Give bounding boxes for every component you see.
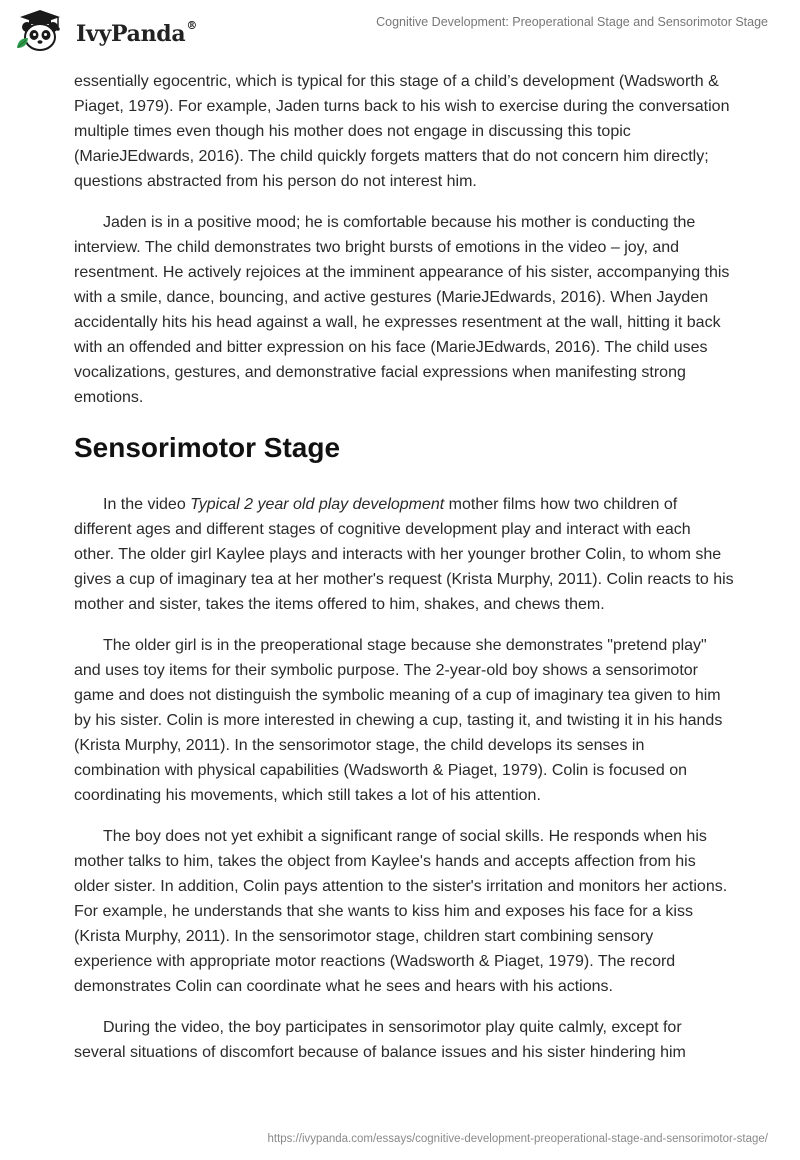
paragraph-4: The older girl is in the preoperational stage because she demonstrates "pretend play" and uses toy items for their symbolic purpose. The 2-year-old boy shows a sensorimotor game and does not distinguish the symbolic meaning of a cup of imaginary tea given to him by his sister. Colin is more interested in chewing a cup, tasting it, and twisting it in his hands (Krista Murphy, 2011). In the sensorimotor stage, the child develops its senses in combination with physical capabilities (Wadsworth & Piaget, 1979). Colin is focused on coordinating his movements, which still takes a lot of his attention.: [74, 637, 723, 804]
paragraph-6: During the video, the boy participates in sensorimotor play quite calmly, except for several situations of discomfort because of balance issues and his sister hindering him: [74, 1019, 686, 1061]
section-heading: Sensorimotor Stage: [74, 432, 341, 463]
document-title: Cognitive Development: Preoperational Stage and Sensorimotor Stage: [376, 15, 768, 29]
panda-graduate-icon: [14, 8, 66, 54]
paragraph-3: In the video Typical 2 year old play development mother films how two children of different ages and different stages of cognitive development play and interact with each other. The older girl Kaylee plays and interacts with her younger brother Colin, to whom she gives a cup of imaginary tea at her mother's request (Krista Murphy, 2011). Colin reacts to his mother and sister, takes the items offered to him, shakes, and chews them.: [74, 496, 734, 613]
paragraph-1: essentially egocentric, which is typical for this stage of a child’s development (Wadsworth & Piaget, 1979). For example, Jaden turns back to his wish to exercise during the conversation multiple times even though his mother does not engage in discussing this topic (MarieJEdwards, 2016). The child quickly forgets matters that do not concern him directly; questions abstracted from his person do not interest him.: [74, 73, 730, 190]
paragraph-5: The boy does not yet exhibit a significant range of social skills. He responds when his mother talks to him, takes the object from Kaylee's hands and accepts affection from his older sister. In addition, Colin pays attention to the sister's irritation and monitors her actions. For example, he understands that she wants to kiss him and exposes his face for a kiss (Krista Murphy, 2011). In the sensorimotor stage, children start combining sensory experience with appropriate motor reactions (Wadsworth & Piaget, 1979). The record demonstrates Colin can coordinate what he sees and hears with his actions.: [74, 828, 728, 995]
brand-name: IvyPanda®: [76, 19, 198, 47]
video-title: Typical 2 year old play development: [190, 496, 445, 513]
source-url-link[interactable]: https://ivypanda.com/essays/cognitive-development-preoperational-stage-and-sensorimotor-stage/: [267, 1133, 768, 1145]
paragraph-2: Jaden is in a positive mood; he is comfortable because his mother is conducting the interview. The child demonstrates two bright bursts of emotions in the video – joy, and resentment. He actively rejoices at the imminent appearance of his sister, accompanying this with a smile, dance, bouncing, and active gestures (MarieJEdwards, 2016). When Jayden accidentally hits his head against a wall, he expresses resentment at the wall, hitting it back with an offended and bitter expression on his face (MarieJEdwards, 2016). The child uses vocalizations, gestures, and demonstrative facial expressions when manifesting strong emotions.: [74, 214, 730, 406]
page-header: [0, 0, 800, 70]
essay-body: [74, 69, 734, 1081]
ivypanda-logo[interactable]: [14, 8, 214, 58]
